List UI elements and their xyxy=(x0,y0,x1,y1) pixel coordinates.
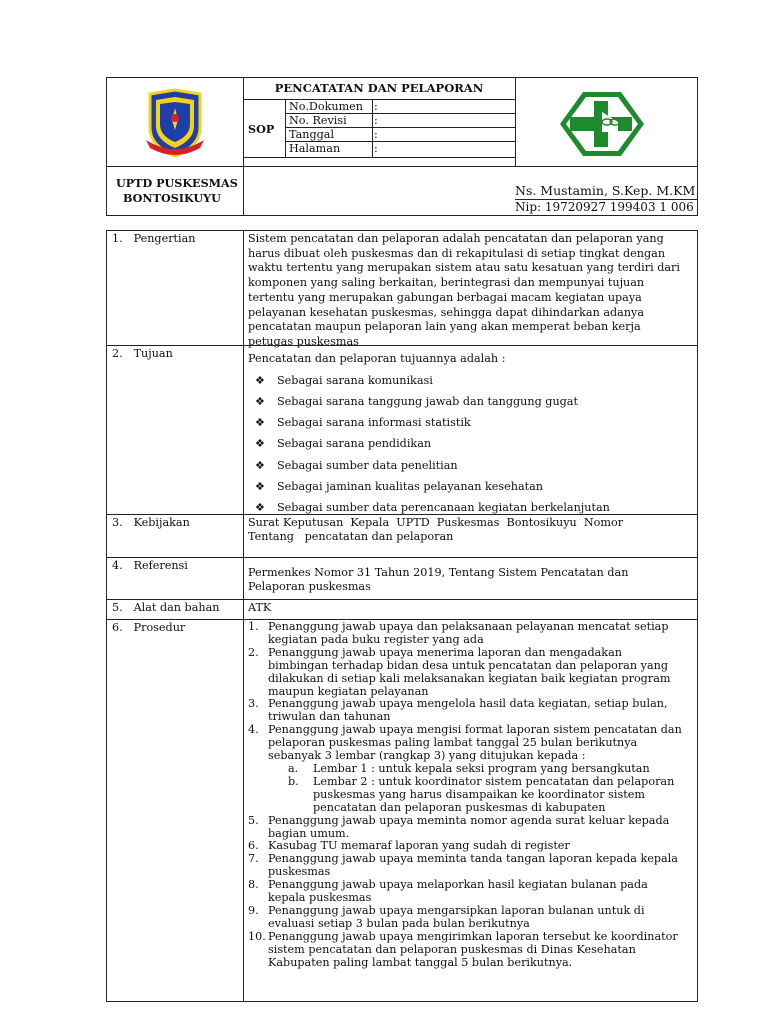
meta-key: Halaman xyxy=(289,142,341,155)
list-item xyxy=(255,374,433,387)
step-number: 1. xyxy=(248,620,259,633)
step-line: evaluasi setiap 3 bulan pada bulan berikutnya xyxy=(268,916,530,930)
step-line: sebanyak 3 lembar (rangkap 3) yang ditujukan kepada : xyxy=(268,749,586,763)
step-line: bimbingan terhadap bidan desa untuk pencatatan dan pelaporan yang xyxy=(268,658,668,672)
alat-value: ATK xyxy=(248,601,272,614)
crest-logo-icon xyxy=(142,88,208,158)
meta-no-dokumen xyxy=(285,100,515,114)
signer-nip: Nip: 19720927 199403 1 006 xyxy=(515,200,694,214)
text-line: harus dibuat oleh puskesmas dan di rekapitulasi di setiap tingkat dengan xyxy=(248,246,666,260)
bullet-text: Sebagai jaminan kualitas pelayanan kesehatan xyxy=(277,480,543,493)
step-line: bagian umum. xyxy=(268,826,350,840)
step-line: Penanggung jawab upaya menerima laporan dan mengadakan xyxy=(268,645,622,659)
meta-halaman xyxy=(285,142,515,156)
sub-letter: b. xyxy=(288,774,299,788)
step-number: 3. xyxy=(248,697,259,711)
list-item xyxy=(248,905,694,931)
section-label-prosedur xyxy=(112,621,185,634)
org-name-line1: UPTD PUSKESMAS xyxy=(116,176,238,190)
meta-value: : xyxy=(374,142,378,155)
section-number: 5. xyxy=(112,601,123,614)
step-line: pencatatan dan pelaporan puskesmas di kabupaten xyxy=(313,800,606,814)
step-line: Penanggung jawab upaya mengisi format laporan sistem pencatatan dan xyxy=(268,723,682,737)
document-title: PENCATATAN DAN PELAPORAN xyxy=(274,81,484,95)
list-item xyxy=(255,459,458,472)
step-line: Kasubag TU memaraf laporan yang sudah di register xyxy=(268,839,570,853)
section-label: Pengertian xyxy=(133,232,196,245)
sub-list-item xyxy=(268,776,694,815)
step-number: 9. xyxy=(248,903,259,917)
list-item xyxy=(255,501,610,514)
list-item xyxy=(255,416,471,429)
step-line: puskesmas yang harus disampaikan ke koordinator sistem xyxy=(313,787,645,801)
step-number: 7. xyxy=(248,852,259,866)
step-number: 2. xyxy=(248,645,259,659)
pengertian-text xyxy=(248,232,696,348)
tujuan-intro: Pencatatan dan pelaporan tujuannya adalah : xyxy=(248,352,506,365)
section-number: 3. xyxy=(112,516,123,529)
diamond-bullet-icon: ❖ xyxy=(255,374,265,387)
prosedur-list xyxy=(248,621,694,969)
step-number: 6. xyxy=(248,839,259,853)
list-item xyxy=(248,698,694,724)
sub-list-item xyxy=(268,763,694,776)
diamond-bullet-icon: ❖ xyxy=(255,501,265,514)
meta-value: : xyxy=(374,100,378,113)
step-line: Penanggung jawab upaya dan pelaksanaan pelayanan mencatat setiap xyxy=(268,620,669,633)
section-label: Kebijakan xyxy=(133,516,190,529)
referensi-line2: Pelaporan puskesmas xyxy=(248,580,371,593)
sop-label: SOP xyxy=(248,122,275,136)
puskesmas-logo-icon xyxy=(556,88,648,160)
step-line: Penanggung jawab upaya mengarsipkan laporan bulanan untuk di xyxy=(268,903,645,917)
bullet-text: Sebagai sarana komunikasi xyxy=(277,374,433,387)
section-number: 6. xyxy=(112,621,123,634)
list-item xyxy=(255,437,431,450)
diamond-bullet-icon: ❖ xyxy=(255,395,265,408)
section-label-tujuan xyxy=(112,347,173,360)
meta-value: : xyxy=(374,114,378,127)
signer-name: Ns. Mustamin, S.Kep. M.KM xyxy=(515,183,696,198)
meta-key: No. Revisi xyxy=(289,114,347,127)
kebijakan-line1: Surat Keputusan Kepala UPTD Puskesmas Bontosikuyu Nomor xyxy=(248,516,624,529)
divider xyxy=(243,157,515,158)
step-line: Lembar 2 : untuk koordinator sistem pencatatan dan pelaporan xyxy=(313,774,675,788)
step-line: maupun kegiatan pelayanan xyxy=(268,684,429,698)
step-line: dilakukan di setiap kali melaksanakan kegiatan baik kegiatan program xyxy=(268,671,671,685)
section-label-referensi xyxy=(112,559,188,572)
section-number: 2. xyxy=(112,347,123,360)
step-line: Lembar 1 : untuk kepala seksi program yang bersangkutan xyxy=(313,761,650,775)
section-label: Referensi xyxy=(133,559,188,572)
section-label: Tujuan xyxy=(133,347,173,360)
list-item xyxy=(248,931,694,970)
diamond-bullet-icon: ❖ xyxy=(255,480,265,493)
list-item xyxy=(255,480,543,493)
meta-key: No.Dokumen xyxy=(289,100,364,113)
list-item xyxy=(248,621,694,647)
diamond-bullet-icon: ❖ xyxy=(255,416,265,429)
section-label-pengertian xyxy=(112,232,196,245)
text-line: tertentu yang merupakan gabungan berbagai macam kegiatan upaya xyxy=(248,290,642,304)
step-number: 8. xyxy=(248,878,259,892)
step-line: kepala puskesmas xyxy=(268,891,372,905)
divider xyxy=(106,514,698,515)
step-line: kegiatan pada buku register yang ada xyxy=(268,632,484,646)
list-item xyxy=(248,724,694,814)
step-line: Kabupaten paling lambat tanggal 5 bulan berikutnya. xyxy=(268,955,573,969)
section-label: Prosedur xyxy=(133,621,186,634)
step-line: puskesmas xyxy=(268,865,331,879)
meta-value: : xyxy=(374,128,378,141)
section-label-alat xyxy=(112,601,219,614)
text-line: Sistem pencatatan dan pelaporan adalah pencatatan dan pelaporan yang xyxy=(248,232,664,245)
bullet-text: Sebagai sumber data perencanaan kegiatan berkelanjutan xyxy=(277,501,610,514)
org-name-line2: BONTOSIKUYU xyxy=(123,191,221,205)
list-item xyxy=(255,395,578,408)
text-line: pencatatan maupun pelaporan lain yang akan memperat beban kerja xyxy=(248,320,641,334)
text-line: petugas puskesmas xyxy=(248,334,359,348)
step-number: 10. xyxy=(248,929,266,943)
bullet-text: Sebagai sumber data penelitian xyxy=(277,459,458,472)
list-item xyxy=(248,879,694,905)
step-line: Penanggung jawab upaya melaporkan hasil kegiatan bulanan pada xyxy=(268,878,648,892)
step-line: Penanggung jawab upaya mengirimkan laporan tersebut ke koordinator xyxy=(268,929,678,943)
bullet-text: Sebagai sarana informasi statistik xyxy=(277,416,471,429)
divider xyxy=(106,599,698,600)
diamond-bullet-icon: ❖ xyxy=(255,459,265,472)
text-line: pelayanan kesehatan puskesmas, sehingga dapat dihindarkan adanya xyxy=(248,305,645,319)
bullet-text: Sebagai sarana pendidikan xyxy=(277,437,432,450)
section-number: 4. xyxy=(112,559,123,572)
section-label: Alat dan bahan xyxy=(133,601,220,614)
meta-tanggal xyxy=(285,128,515,142)
meta-key: Tanggal xyxy=(289,128,335,141)
list-item xyxy=(248,815,694,841)
list-item xyxy=(248,647,694,699)
step-number: 5. xyxy=(248,813,259,827)
section-label-kebijakan xyxy=(112,516,190,529)
step-line: Penanggung jawab upaya meminta tanda tangan laporan kepada kepala xyxy=(268,852,678,866)
meta-no-revisi xyxy=(285,114,515,128)
divider xyxy=(515,77,516,166)
kebijakan-line2: Tentang pencatatan dan pelaporan xyxy=(248,530,454,543)
referensi-line1: Permenkes Nomor 31 Tahun 2019, Tentang Sistem Pencatatan dan xyxy=(248,566,629,579)
text-line: komponen yang saling berkaitan, berintegrasi dan mempunyai tujuan xyxy=(248,276,645,290)
step-line: triwulan dan tahunan xyxy=(268,710,391,724)
text-line: waktu tertentu yang merupakan sistem atau satu kesatuan yang terdiri dari xyxy=(248,261,680,275)
diamond-bullet-icon: ❖ xyxy=(255,437,265,450)
sub-letter: a. xyxy=(288,761,299,775)
divider xyxy=(106,166,698,167)
step-line: Penanggung jawab upaya meminta nomor agenda surat keluar kepada xyxy=(268,813,670,827)
section-number: 1. xyxy=(112,232,123,245)
divider xyxy=(106,557,698,558)
step-line: Penanggung jawab upaya mengelola hasil data kegiatan, setiap bulan, xyxy=(268,697,668,711)
step-line: sistem pencatatan dan pelaporan puskesmas di Dinas Kesehatan xyxy=(268,942,636,956)
list-item xyxy=(248,853,694,879)
step-number: 4. xyxy=(248,723,259,737)
bullet-text: Sebagai sarana tanggung jawab dan tanggung gugat xyxy=(277,395,578,408)
step-line: pelaporan puskesmas paling lambat tanggal 25 bulan berikutnya xyxy=(268,736,638,750)
